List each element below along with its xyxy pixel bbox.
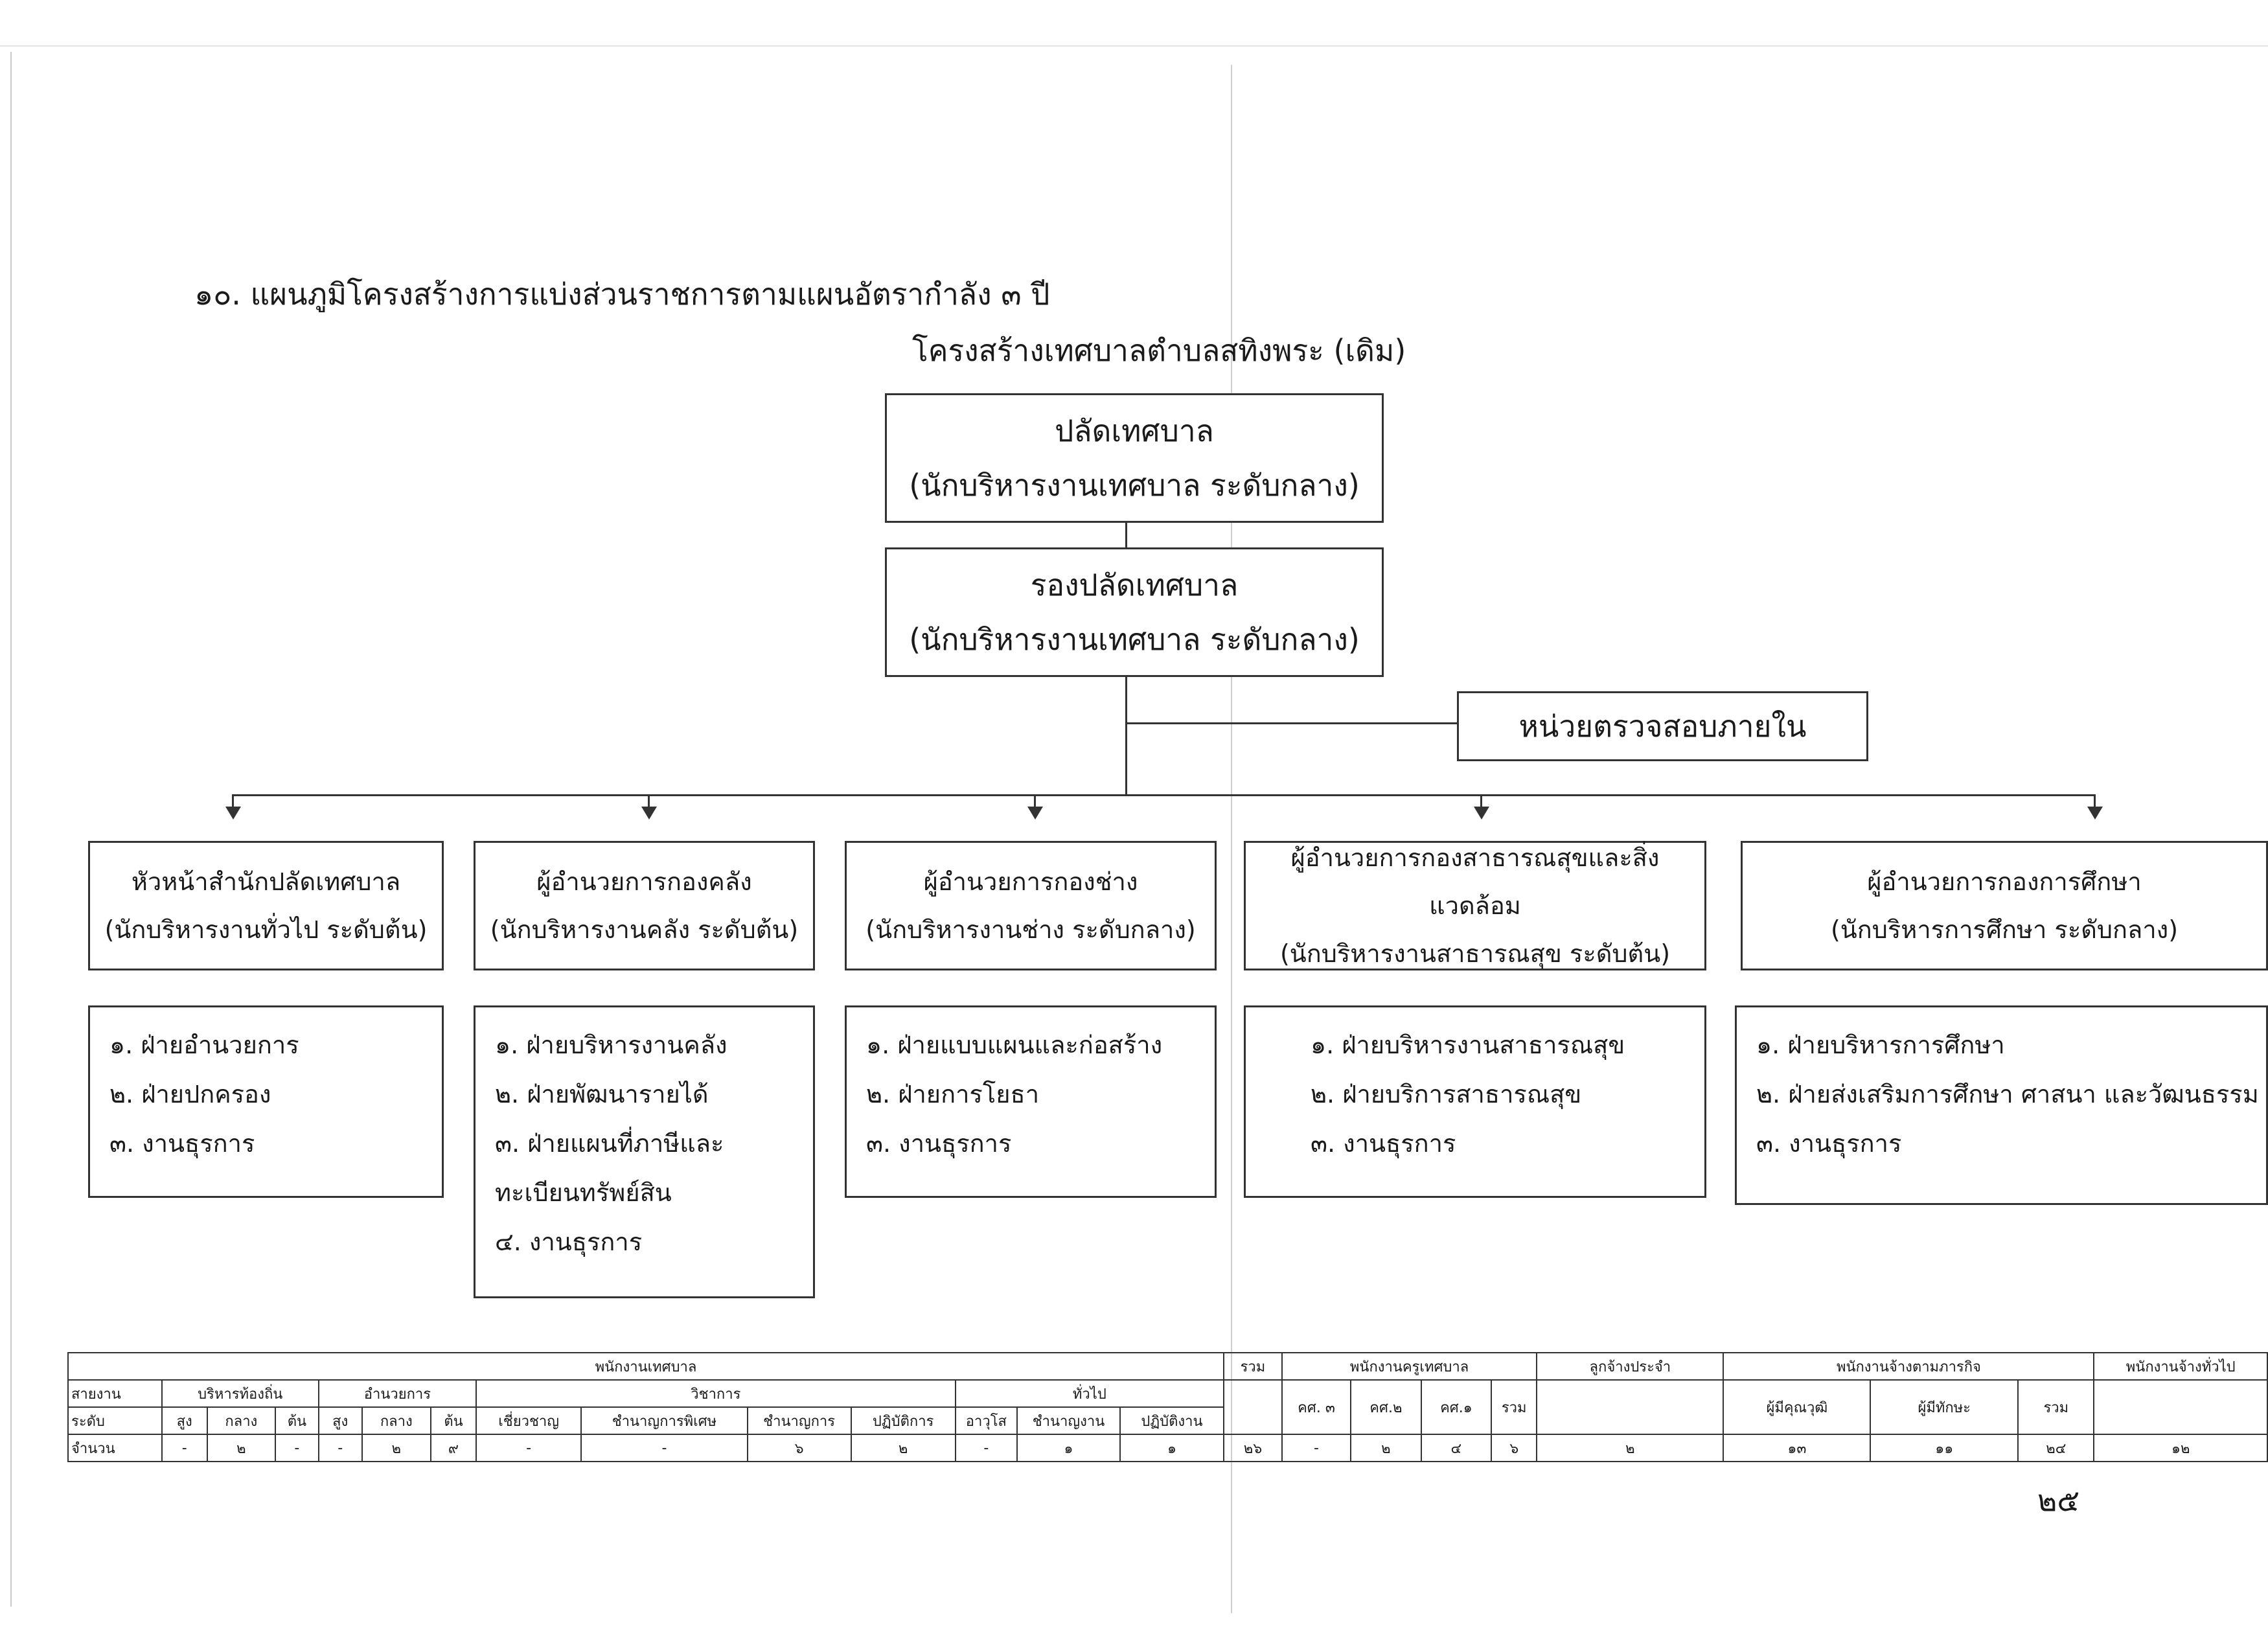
connector-division-bar — [232, 794, 2096, 796]
count-cell: - — [275, 1434, 319, 1462]
level-cell: ชำนาญงาน — [1017, 1407, 1120, 1434]
table-count-row — [68, 1434, 2267, 1462]
scan-left-edge — [10, 52, 12, 1607]
total-cell-blank — [1224, 1380, 1282, 1434]
units-finance — [474, 1005, 815, 1298]
count-cell: - — [319, 1434, 362, 1462]
division-head-education — [1741, 841, 2268, 970]
group-teachers-header: พนักงานครูเทศบาล — [1282, 1353, 1537, 1380]
count-cell: ๑๓ — [1723, 1434, 1870, 1462]
municipal-clerk-title: ปลัดเทศบาล — [1055, 413, 1214, 448]
teacher-level-cell: คศ. ๓ — [1282, 1380, 1351, 1434]
mission-level-cell: ผู้มีคุณวุฒิ — [1723, 1380, 1870, 1434]
teacher-level-cell: คศ.๒ — [1351, 1380, 1421, 1434]
count-cell: ๔ — [1421, 1434, 1491, 1462]
unit-item: ทะเบียนทรัพย์สิน — [495, 1178, 672, 1207]
arrow-down-icon — [1027, 807, 1043, 820]
unit-item: ๒. ฝ่ายส่งเสริมการศึกษา ศาสนา และวัฒนธรรม — [1756, 1080, 2259, 1108]
internal-audit-box — [1457, 691, 1868, 761]
division-head-subtitle: (นักบริหารงานช่าง ระดับกลาง) — [865, 915, 1196, 944]
deputy-clerk-subtitle: (นักบริหารงานเทศบาล ระดับกลาง) — [909, 622, 1360, 657]
level-cell: กลาง — [362, 1407, 431, 1434]
division-head-engineering — [845, 841, 1217, 970]
arrow-down-icon — [1474, 807, 1489, 820]
count-cell: - — [162, 1434, 207, 1462]
level-cell: ต้น — [431, 1407, 476, 1434]
arrow-down-icon — [2087, 807, 2103, 820]
count-cell: ๑ — [1017, 1434, 1120, 1462]
division-head-subtitle: (นักบริหารงานคลัง ระดับต้น) — [490, 915, 799, 944]
unit-item: ๒. ฝ่ายการโยธา — [866, 1080, 1040, 1108]
level-cell: ชำนาญการ — [748, 1407, 851, 1434]
scan-top-edge — [0, 45, 2268, 47]
level-cell: ปฏิบัติงาน — [1120, 1407, 1224, 1434]
units-education — [1735, 1005, 2268, 1205]
level-cell: กลาง — [207, 1407, 275, 1434]
count-cell: ๑ — [1120, 1434, 1224, 1462]
count-cell: - — [581, 1434, 747, 1462]
group-permanent-header: ลูกจ้างประจำ — [1537, 1353, 1723, 1380]
count-cell: ๒ — [851, 1434, 956, 1462]
division-head-title: ผู้อำนวยการกองการศึกษา — [1867, 867, 2142, 896]
general-cell-blank — [2094, 1380, 2267, 1434]
municipal-clerk-subtitle: (นักบริหารงานเทศบาล ระดับกลาง) — [909, 468, 1360, 503]
row-level-label: ระดับ — [68, 1407, 162, 1434]
connector-drop-5 — [2094, 794, 2096, 807]
unit-item: ๒. ฝ่ายปกครอง — [109, 1080, 271, 1108]
level-cell: ชำนาญการพิเศษ — [581, 1407, 747, 1434]
count-cell: - — [956, 1434, 1017, 1462]
connector-drop-4 — [1480, 794, 1482, 807]
group-general-header: พนักงานจ้างทั่วไป — [2094, 1353, 2267, 1380]
chart-title: โครงสร้างเทศบาลตำบลสทิงพระ (เดิม) — [912, 333, 1406, 368]
count-cell: ๒ — [362, 1434, 431, 1462]
division-head-subtitle: (นักบริหารการศึกษา ระดับกลาง) — [1830, 915, 2179, 944]
level-cell: เชี่ยวชาญ — [476, 1407, 581, 1434]
unit-item: ๓. ฝ่ายแผนที่ภาษีและ — [495, 1129, 724, 1158]
unit-item: ๔. งานธุรการ — [495, 1228, 643, 1256]
row-line-label: สายงาน — [68, 1380, 162, 1407]
count-cell: ๒ — [1351, 1434, 1421, 1462]
teacher-level-cell: รวม — [1491, 1380, 1537, 1434]
line-academic: วิชาการ — [476, 1380, 956, 1407]
count-cell: ๑๒ — [2094, 1434, 2267, 1462]
group-mission-header: พนักงานจ้างตามภารกิจ — [1723, 1353, 2094, 1380]
connector-top-deputy — [1125, 523, 1127, 547]
unit-item: ๒. ฝ่ายพัฒนารายได้ — [495, 1080, 709, 1108]
deputy-clerk-box — [885, 547, 1384, 677]
group-municipal-header: พนักงานเทศบาล — [68, 1353, 1224, 1380]
unit-item: ๑. ฝ่ายแบบแผนและก่อสร้าง — [866, 1031, 1163, 1059]
units-public-health — [1244, 1005, 1706, 1198]
section-heading: ๑๐. แผนภูมิโครงสร้างการแบ่งส่วนราชการตามแผนอัตรากำลัง ๓ ปี — [194, 277, 1050, 312]
unit-item: ๓. งานธุรการ — [1311, 1129, 1456, 1158]
line-general: ทั่วไป — [956, 1380, 1224, 1407]
count-cell: ๙ — [431, 1434, 476, 1462]
count-cell: ๖ — [748, 1434, 851, 1462]
unit-item: ๑. ฝ่ายบริหารงานคลัง — [495, 1031, 727, 1059]
division-head-title: ผู้อำนวยการกองช่าง — [923, 867, 1138, 896]
count-cell: - — [476, 1434, 581, 1462]
units-clerk-office — [88, 1005, 444, 1198]
count-cell: ๒ — [207, 1434, 275, 1462]
division-head-title: ผู้อำนวยการกองคลัง — [536, 867, 752, 896]
division-head-title: ผู้อำนวยการกองสาธารณสุขและสิ่งแวดล้อม — [1290, 843, 1660, 920]
arrow-down-icon — [641, 807, 657, 820]
unit-item: ๒. ฝ่ายบริการสาธารณสุข — [1311, 1080, 1582, 1108]
total-header: รวม — [1224, 1353, 1282, 1380]
unit-item: ๑. ฝ่ายอำนวยการ — [109, 1031, 299, 1059]
level-cell: สูง — [319, 1407, 362, 1434]
unit-item: ๑. ฝ่ายบริหารงานสาธารณสุข — [1311, 1031, 1625, 1059]
division-head-title: หัวหน้าสำนักปลัดเทศบาล — [131, 867, 401, 896]
count-cell: ๖ — [1491, 1434, 1537, 1462]
level-cell: อาวุโส — [956, 1407, 1017, 1434]
division-head-subtitle: (นักบริหารงานสาธารณสุข ระดับต้น) — [1279, 939, 1671, 968]
line-local-admin: บริหารท้องถิ่น — [162, 1380, 319, 1407]
units-engineering — [845, 1005, 1217, 1198]
permanent-cell-blank — [1537, 1380, 1723, 1434]
mission-level-cell: ผู้มีทักษะ — [1870, 1380, 2018, 1434]
table-line-row — [68, 1380, 2267, 1407]
division-head-public-health — [1244, 841, 1706, 970]
municipal-clerk-box — [885, 393, 1384, 523]
table-group-row — [68, 1353, 2267, 1380]
internal-audit-title: หน่วยตรวจสอบภายใน — [1518, 709, 1807, 744]
unit-item: ๓. งานธุรการ — [109, 1129, 255, 1158]
arrow-down-icon — [225, 807, 241, 820]
connector-deputy-trunk — [1125, 677, 1127, 796]
unit-item: ๓. งานธุรการ — [1756, 1129, 1902, 1158]
unit-item: ๑. ฝ่ายบริหารการศึกษา — [1756, 1031, 2005, 1059]
mission-level-cell: รวม — [2018, 1380, 2094, 1434]
staff-allocation-table — [67, 1352, 2268, 1462]
count-cell: - — [1282, 1434, 1351, 1462]
level-cell: ปฏิบัติการ — [851, 1407, 956, 1434]
count-cell: ๒๖ — [1224, 1434, 1282, 1462]
level-cell: สูง — [162, 1407, 207, 1434]
row-count-label: จำนวน — [68, 1434, 162, 1462]
connector-drop-2 — [648, 794, 650, 807]
count-cell: ๑๑ — [1870, 1434, 2018, 1462]
page-number: ๒๕ — [2037, 1483, 2080, 1518]
connector-drop-3 — [1034, 794, 1036, 807]
connector-audit — [1125, 722, 1457, 724]
division-head-clerk-office — [88, 841, 444, 970]
teacher-level-cell: คศ.๑ — [1421, 1380, 1491, 1434]
unit-item: ๓. งานธุรการ — [866, 1129, 1012, 1158]
division-head-subtitle: (นักบริหารงานทั่วไป ระดับต้น) — [104, 915, 428, 944]
line-director: อำนวยการ — [319, 1380, 476, 1407]
connector-drop-1 — [232, 794, 234, 807]
deputy-clerk-title: รองปลัดเทศบาล — [1030, 568, 1239, 602]
count-cell: ๒ — [1537, 1434, 1723, 1462]
count-cell: ๒๔ — [2018, 1434, 2094, 1462]
division-head-finance — [474, 841, 815, 970]
level-cell: ต้น — [275, 1407, 319, 1434]
